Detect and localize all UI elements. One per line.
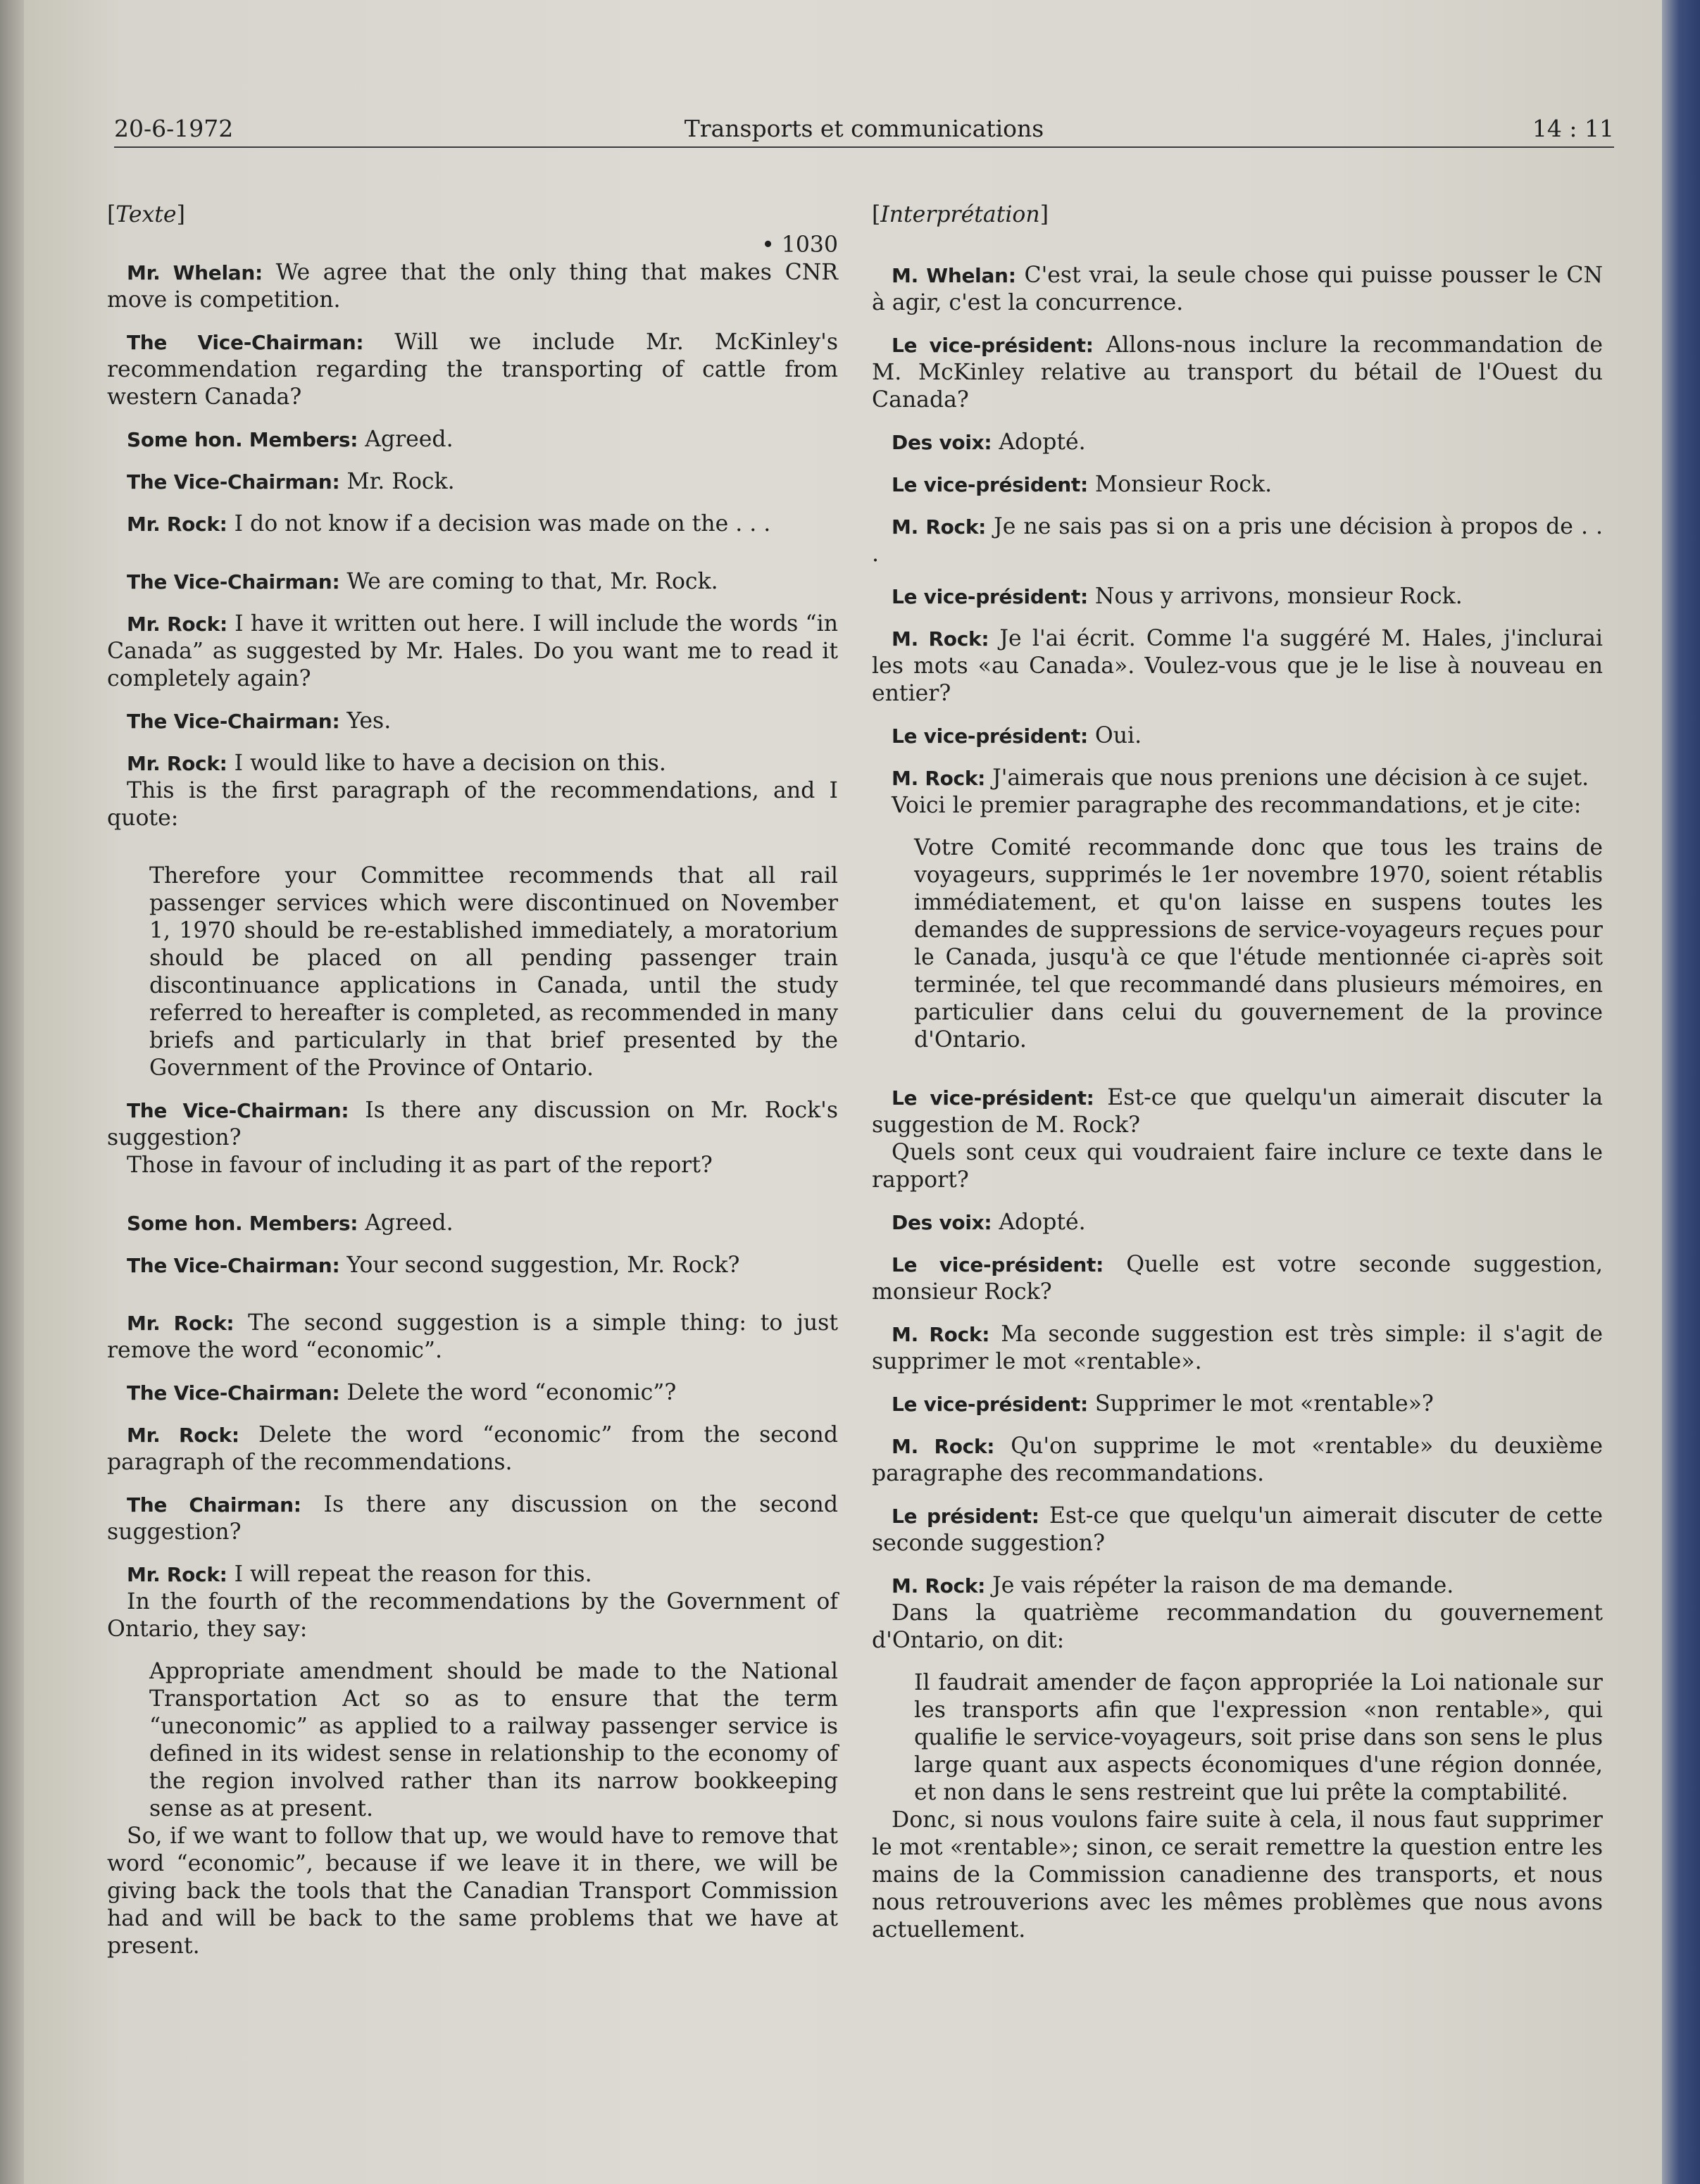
statement: The Vice-Chairman: Delete the word “economic”? (127, 1380, 677, 1405)
speaker-name: The Vice-Chairman: (127, 1099, 349, 1122)
speaker-name: Le vice-président: (892, 724, 1088, 748)
speaker-name: Some hon. Members: (127, 1212, 358, 1235)
statement: Des voix: Adopté. (892, 429, 1086, 455)
speaker-name: Le vice-président: (892, 473, 1088, 496)
speaker-name: M. Rock: (892, 767, 986, 790)
statement: M. Rock: Ma seconde suggestion est très simple: il s'agit de supprimer le mot «rentable». (872, 1322, 1604, 1374)
section-label-texte: [Texte] (107, 202, 185, 227)
speaker-name: M. Rock: (892, 1323, 990, 1346)
spacer (107, 1194, 838, 1210)
statement: Mr. Rock: I will repeat the reason for this. (127, 1562, 592, 1587)
statement-continuation: So, if we want to follow that up, we would have to remove that word “economic”, because if we leave it in there, we will be giving back the tools that the Canadian Transport Commission had and will be back to the same problems that we have at present. (107, 1824, 838, 1959)
speaker-name: Mr. Rock: (127, 1563, 227, 1586)
statement: M. Rock: Je ne sais pas si on a pris une décision à propos de . . . (872, 514, 1604, 567)
statement: Mr. Rock: The second suggestion is a simple thing: to just remove the word “economic”. (107, 1310, 839, 1363)
speaker-name: Le vice-président: (892, 1393, 1088, 1416)
statement: Des voix: Adopté. (892, 1210, 1086, 1235)
statement: Some hon. Members: Agreed. (127, 1210, 454, 1236)
statement: Le vice-président: Est-ce que quelqu'un aimerait discuter la suggestion de M. Rock? (872, 1085, 1603, 1138)
statement: M. Rock: Je vais répéter la raison de ma demande. (892, 1573, 1454, 1598)
speaker-name: M. Rock: (892, 515, 987, 539)
statement: Le président: Est-ce que quelqu'un aimerait discuter de cette seconde suggestion? (872, 1503, 1603, 1556)
speaker-name: The Vice-Chairman: (127, 570, 340, 594)
page-header (114, 111, 1614, 148)
block-quote: Therefore your Committee recommends that all rail passenger services which were discontinued on November 1, 1970 should be re-established immediately, a moratorium should be placed on all pending passenger train discontinuance applications in Canada, until the study referred to hereafter is completed, as recommended in many briefs and particularly in that brief presented by the Government of the Province of Ontario. (149, 863, 838, 1081)
block-quote: Il faudrait amender de façon appropriée la Loi nationale sur les transports afin que l'expression «non rentable», qui qualifie le service-voyageurs, soit prise dans son sens le plus large quant aux aspects économiques d'une région donnée, et non dans le sens restreint que lui prête la comptabilité. (914, 1670, 1603, 1805)
statement: Le vice-président: Monsieur Rock. (892, 472, 1273, 497)
speaker-name: The Vice-Chairman: (127, 1254, 340, 1277)
statement: Mr. Rock: I do not know if a decision was made on the . . . (127, 511, 771, 536)
speaker-name: The Vice-Chairman: (127, 331, 364, 354)
header-page-number: 14 : 11 (1532, 115, 1614, 142)
spacer (107, 553, 838, 568)
header-title: Transports et communications (684, 115, 1044, 142)
speaker-name: Des voix: (892, 431, 992, 454)
statement-continuation: Voici le premier paragraphe des recommandations, et je cite: (892, 793, 1582, 818)
speaker-name: Le vice-président: (892, 1253, 1104, 1276)
statement: Mr. Rock: I would like to have a decision on this. (127, 751, 666, 776)
statement: Le vice-président: Nous y arrivons, monsieur Rock. (892, 584, 1463, 609)
statement-continuation: Those in favour of including it as part of the report? (127, 1153, 713, 1178)
block-quote: Votre Comité recommande donc que tous les trains de voyageurs, supprimés le 1er novembre 1970, soient rétablis immédiatement, et qu'on laisse en suspens toutes les demandes de suppressions de service-voyageurs reçues pour le Canada, jusqu'à ce que l'étude mentionnée ci-après soit terminée, tel que recommandé dans plusieurs mémoires, en particulier dans celui du gouvernement de la province d'Ontario. (914, 835, 1603, 1053)
statement: Mr. Rock: I have it written out here. I will include the words “in Canada” as suggested by Mr. Hales. Do you want me to read it completely again? (107, 611, 839, 691)
statement-continuation: Donc, si nous voulons faire suite à cela, il nous faut supprimer le mot «rentable»; sinon, ce serait remettre la question entre les mains de la Commission canadienne des transports, et nous nous retrouverions avec les mêmes problèmes que nous avons actuellement. (872, 1807, 1603, 1943)
column-english (107, 201, 838, 1975)
column-french (872, 201, 1603, 1959)
speaker-name: The Vice-Chairman: (127, 710, 340, 733)
statement: Le vice-président: Quelle est votre seconde suggestion, monsieur Rock? (872, 1252, 1603, 1305)
statement-continuation: This is the first paragraph of the recommendations, and I quote: (107, 778, 838, 831)
speaker-name: M. Rock: (892, 1574, 986, 1598)
statement: Le vice-président: Supprimer le mot «rentable»? (892, 1391, 1434, 1417)
speaker-name: The Vice-Chairman: (127, 470, 340, 494)
speaker-name: The Vice-Chairman: (127, 1381, 340, 1405)
spacer (107, 1294, 838, 1310)
statement: The Vice-Chairman: Will we include Mr. McKinley's recommendation regarding the transporting of cattle from western Canada? (107, 330, 839, 410)
time-marker: • 1030 (761, 232, 838, 258)
section-label-interpretation: [Interprétation] (872, 202, 1049, 227)
speaker-name: Mr. Rock: (127, 513, 227, 536)
binding-edge-left (0, 0, 24, 2184)
statement-continuation: Dans la quatrième recommandation du gouvernement d'Ontario, on dit: (872, 1600, 1603, 1653)
statement: M. Rock: Qu'on supprime le mot «rentable» du deuxième paragraphe des recommandations. (872, 1433, 1604, 1486)
statement: Some hon. Members: Agreed. (127, 427, 454, 452)
statement: Mr. Whelan: We agree that the only thing that makes CNR move is competition. (107, 260, 839, 313)
statement: Mr. Rock: Delete the word “economic” from the second paragraph of the recommendations. (107, 1422, 838, 1475)
speaker-name: Mr. Rock: (127, 1312, 235, 1335)
statement-continuation: In the fourth of the recommendations by the Government of Ontario, they say: (107, 1589, 838, 1642)
speaker-name: Some hon. Members: (127, 428, 358, 451)
speaker-name: M. Whelan: (892, 264, 1016, 287)
statement: M. Rock: Je l'ai écrit. Comme l'a suggéré M. Hales, j'inclurai les mots «au Canada». Voulez-vous que je le lise à nouveau en entier? (872, 626, 1604, 706)
speaker-name: M. Rock: (892, 1435, 995, 1458)
speaker-name: Mr. Rock: (127, 752, 227, 775)
block-quote: Appropriate amendment should be made to the National Transportation Act so as to ensure that the term “uneconomic” as applied to a railway passenger service is defined in its widest sense in relationship to the economy of the region involved rather than its narrow bookkeeping sense as at present. (149, 1659, 838, 1821)
binding-edge-right (1662, 0, 1700, 2184)
header-date: 20-6-1972 (114, 115, 234, 142)
statement: The Vice-Chairman: Your second suggestion, Mr. Rock? (127, 1253, 740, 1278)
speaker-name: Mr. Rock: (127, 1424, 239, 1447)
statement: The Vice-Chairman: We are coming to that, Mr. Rock. (127, 569, 718, 594)
statement: The Vice-Chairman: Mr. Rock. (127, 469, 455, 494)
speaker-name: Des voix: (892, 1211, 992, 1234)
speaker-name: Le vice-président: (892, 334, 1094, 357)
statement: The Chairman: Is there any discussion on the second suggestion? (107, 1492, 839, 1545)
speaker-name: Le vice-président: (892, 585, 1088, 608)
statement: Le vice-président: Allons-nous inclure la recommandation de M. McKinley relative au transport du bétail de l'Ouest du Canada? (872, 332, 1603, 413)
speaker-name: The Chairman: (127, 1493, 301, 1517)
speaker-name: Le vice-président: (892, 1086, 1094, 1110)
speaker-name: Mr. Rock: (127, 613, 227, 636)
statement: M. Rock: J'aimerais que nous prenions une décision à ce sujet. (892, 765, 1589, 791)
speaker-name: M. Rock: (892, 627, 989, 651)
speaker-name: Le président: (892, 1505, 1039, 1528)
spacer (107, 847, 838, 862)
statement: The Vice-Chairman: Yes. (127, 708, 392, 734)
statement: The Vice-Chairman: Is there any discussion on Mr. Rock's suggestion? (107, 1098, 839, 1150)
statement: Le vice-président: Oui. (892, 723, 1142, 748)
statement-continuation: Quels sont ceux qui voudraient faire inclure ce texte dans le rapport? (872, 1140, 1603, 1193)
spacer (872, 1069, 1603, 1084)
speaker-name: Mr. Whelan: (127, 261, 263, 284)
statement: M. Whelan: C'est vrai, la seule chose qui puisse pousser le CN à agir, c'est la concurrence. (872, 263, 1604, 315)
